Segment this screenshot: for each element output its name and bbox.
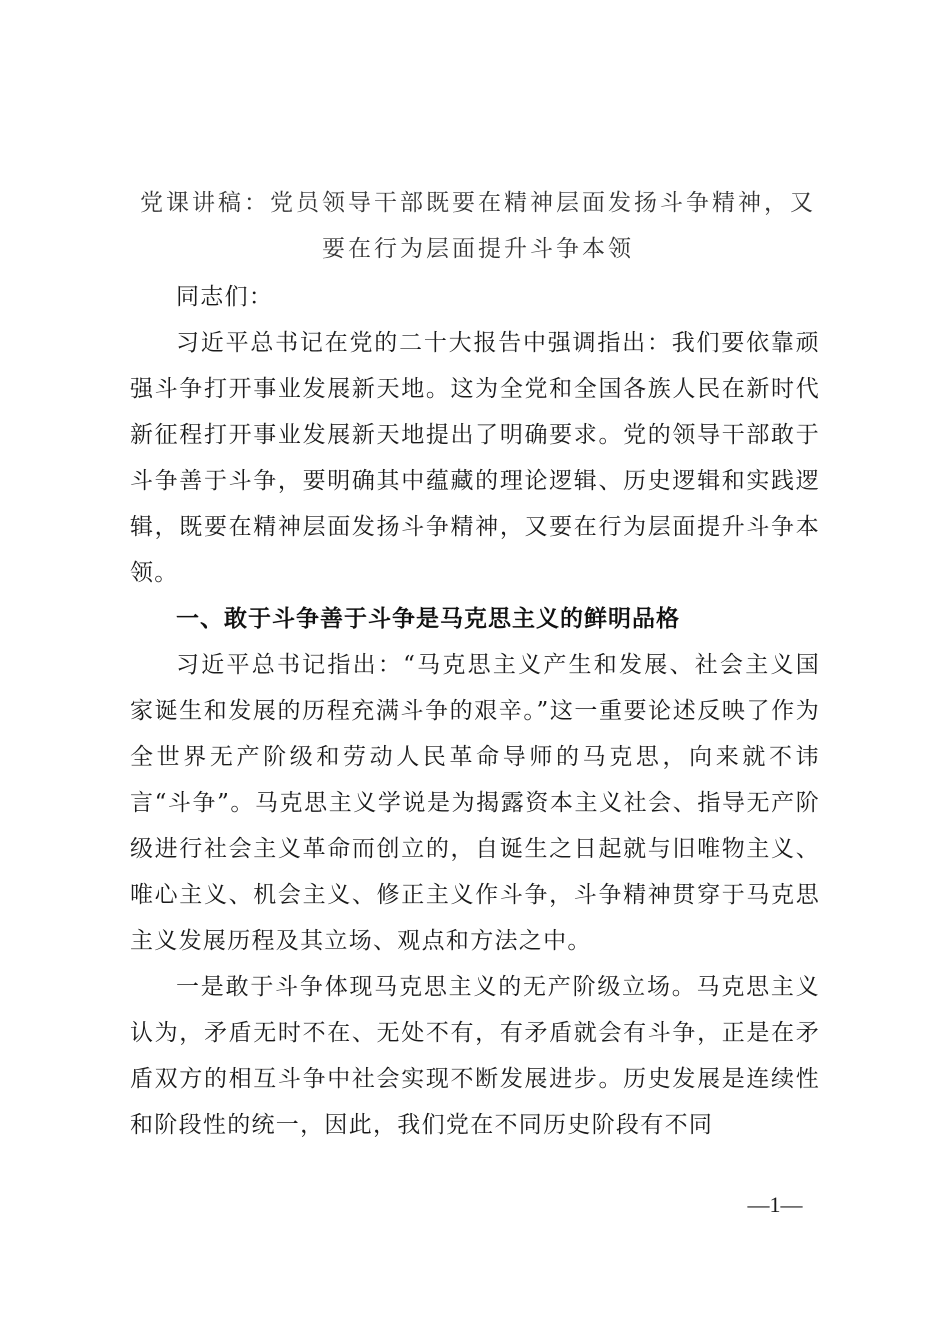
intro-paragraph: 习近平总书记在党的二十大报告中强调指出：我们要依靠顽强斗争打开事业发展新天地。这为全党和全国各族人民在新时代新征程打开事业发展新天地提出了明确要求。党的领导干部敢于斗争善于斗争，要明确其中蕴藏的理论逻辑、历史逻辑和实践逻辑，既要在精神层面发扬斗争精神，又要在行为层面提升斗争本领。 [130, 330, 820, 586]
document-body [130, 274, 820, 1148]
salutation: 同志们： [176, 284, 274, 310]
section-heading-1: 一、敢于斗争善于斗争是马克思主义的鲜明品格 [176, 606, 680, 632]
section-1-paragraph-1: 习近平总书记指出：“马克思主义产生和发展、社会主义国家诞生和发展的历程充满斗争的艰辛。”这一重要论述反映了作为全世界无产阶级和劳动人民革命导师的马克思，向来就不讳言“斗争”。马克思主义学说是为揭露资本主义社会、指导无产阶级进行社会主义革命而创立的，自诞生之日起就与旧唯物主义、唯心主义、机会主义、修正主义作斗争，斗争精神贯穿于马克思主义发展历程及其立场、观点和方法之中。 [130, 652, 820, 954]
document-title: 党课讲稿：党员领导干部既要在精神层面发扬斗争精神，又要在行为层面提升斗争本领 [140, 190, 816, 262]
section-1-paragraph-2: 一是敢于斗争体现马克思主义的无产阶级立场。马克思主义认为，矛盾无时不在、无处不有，有矛盾就会有斗争，正是在矛盾双方的相互斗争中社会实现不断发展进步。历史发展是连续性和阶段性的统一，因此，我们党在不同历史阶段有不同 [130, 974, 820, 1138]
page-number: —1— [747, 1192, 803, 1217]
